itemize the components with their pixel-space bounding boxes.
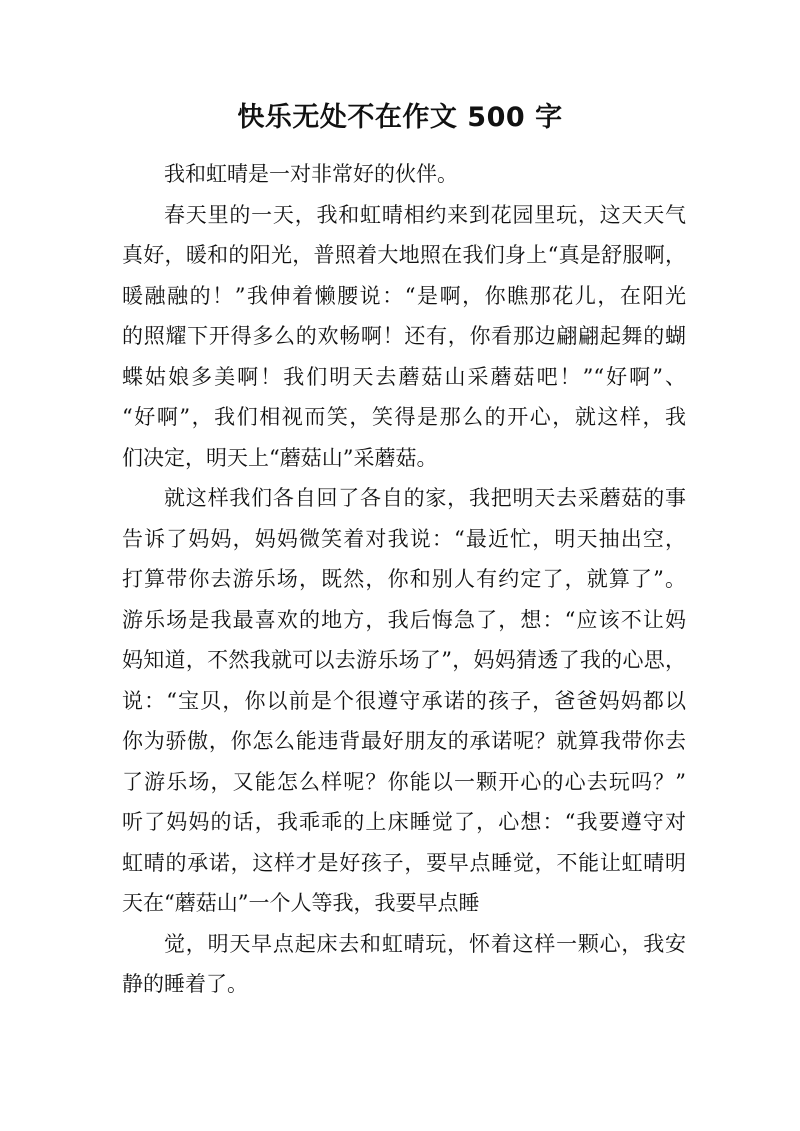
document-title: 快乐无处不在作文 500 字 [237,102,563,133]
text-line: 蝶姑娘多美啊！我们明天去蘑菇山采蘑菇吧！”“好啊”、 [122,364,686,389]
text-line: 游乐场是我最喜欢的地方，我后悔急了，想：“应该不让妈 [122,607,686,632]
text-line: 就这样我们各自回了各自的家，我把明天去采蘑菇的事 [164,486,686,510]
text-line: 的照耀下开得多么的欢畅啊！还有，你看那边翩翩起舞的蝴 [122,324,686,348]
text-line: 静的睡着了。 [122,972,248,996]
text-line: 虹晴的承诺，这样才是好孩子，要早点睡觉，不能让虹晴明 [122,850,686,875]
text-line: 听了妈妈的话，我乖乖的上床睡觉了，心想：“我要遵守对 [122,810,686,834]
text-line: 真好，暖和的阳光，普照着大地照在我们身上“真是舒服啊， [122,243,686,267]
text-line: 天在“蘑菇山”一个人等我，我要早点睡 [122,891,480,915]
text-line: 你为骄傲，你怎么能违背最好朋友的承诺呢？就算我带你去 [122,729,686,753]
text-line: 们决定，明天上“蘑菇山”采蘑菇。 [122,445,438,470]
text-line: 妈知道，不然我就可以去游乐场了”，妈妈猜透了我的心思， [122,648,686,672]
text-line: 觉，明天早点起床去和虹晴玩，怀着这样一颗心，我安 [164,931,686,956]
text-line: 春天里的一天，我和虹晴相约来到花园里玩，这天天气 [164,202,686,227]
text-line: 我和虹晴是一对非常好的伙伴。 [164,162,458,186]
text-line: 了游乐场，又能怎么样呢？你能以一颗开心的心去玩吗？” [122,769,686,794]
text-line: 打算带你去游乐场，既然，你和别人有约定了，就算了”。 [122,567,686,591]
text-line: 暖融融的！”我伸着懒腰说：“是啊，你瞧那花儿，在阳光 [122,283,686,308]
text-line: 告诉了妈妈，妈妈微笑着对我说：“最近忙，明天抽出空， [122,526,686,551]
text-line: “好啊”，我们相视而笑，笑得是那么的开心，就这样，我 [122,405,686,429]
text-line: 说：“宝贝，你以前是个很遵守承诺的孩子，爸爸妈妈都以 [122,688,686,713]
document-body [122,154,686,1005]
